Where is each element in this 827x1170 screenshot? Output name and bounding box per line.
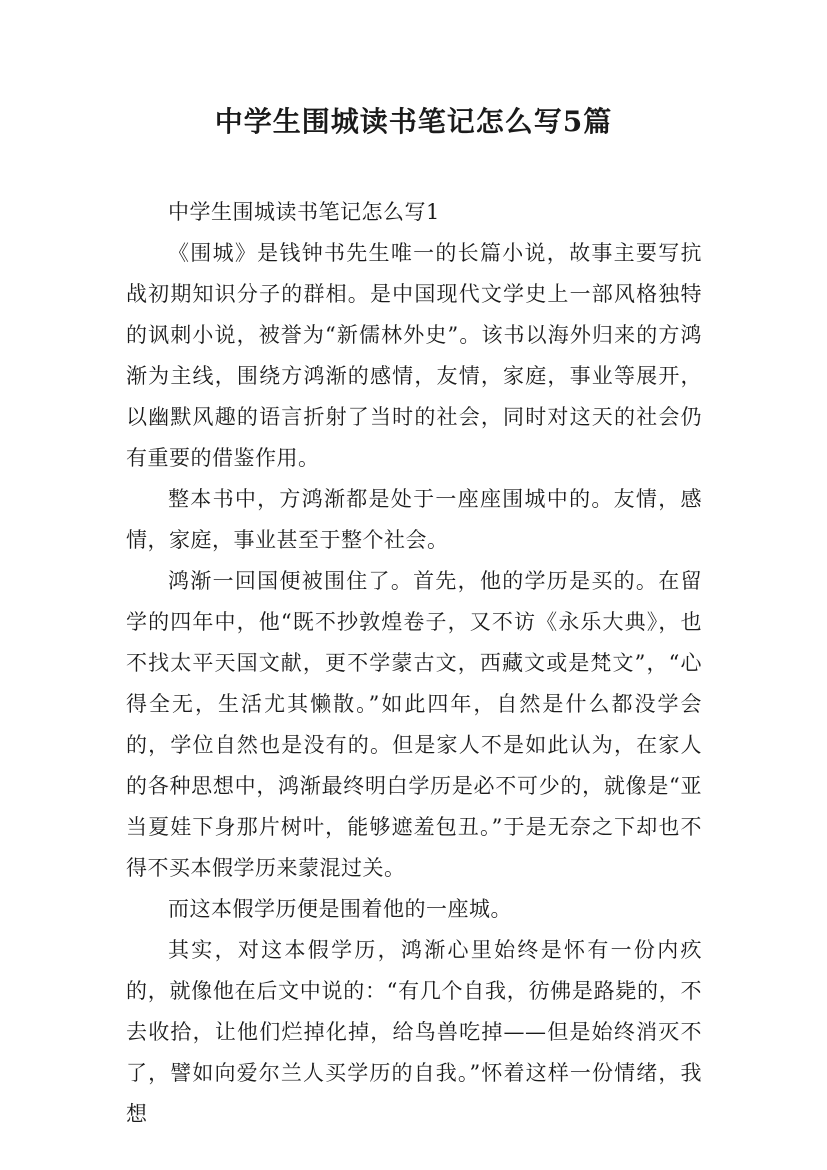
document-body (126, 192, 702, 1135)
paragraph: 而这本假学历便是围着他的一座城。 (168, 897, 512, 921)
paragraph: 其实，对这本假学历，鸿渐心里始终是怀有一份内疚的，就像他在后文中说的：“有几个自我，彷佛是路毙的，不去收拾，让他们烂掉化掉，给鸟兽吃掉——但是始终消灭不了，譬如向爱尔兰人买学历的自我。”怀着这样一份情绪，我想 (126, 938, 702, 1126)
section-heading: 中学生围城读书笔记怎么写1 (168, 200, 440, 224)
paragraph: 整本书中，方鸿渐都是处于一座座围城中的。友情，感情，家庭，事业甚至于整个社会。 (126, 487, 702, 552)
document-title: 中学生围城读书笔记怎么写5篇 (214, 105, 613, 138)
paragraph: 鸿渐一回国便被围住了。首先，他的学历是买的。在留学的四年中，他“既不抄敦煌卷子，又不访《永乐大典》，也不找太平天国文献，更不学蒙古文，西藏文或是梵文”，“心得全无，生活尤其懒散。”如此四年，自然是什么都没学会的，学位自然也是没有的。但是家人不是如此认为，在家人的各种思想中，鸿渐最终明白学历是必不可少的，就像是“亚当夏娃下身那片树叶，能够遮羞包丑。”于是无奈之下却也不得不买本假学历来蒙混过关。 (126, 569, 702, 880)
paragraph: 《围城》是钱钟书先生唯一的长篇小说，故事主要写抗战初期知识分子的群相。是中国现代文学史上一部风格独特的讽刺小说，被誉为“新儒林外史”。该书以海外归来的方鸿渐为主线，围绕方鸿渐的感情，友情，家庭，事业等展开，以幽默风趣的语言折射了当时的社会，同时对这天的社会仍有重要的借鉴作用。 (126, 241, 702, 470)
